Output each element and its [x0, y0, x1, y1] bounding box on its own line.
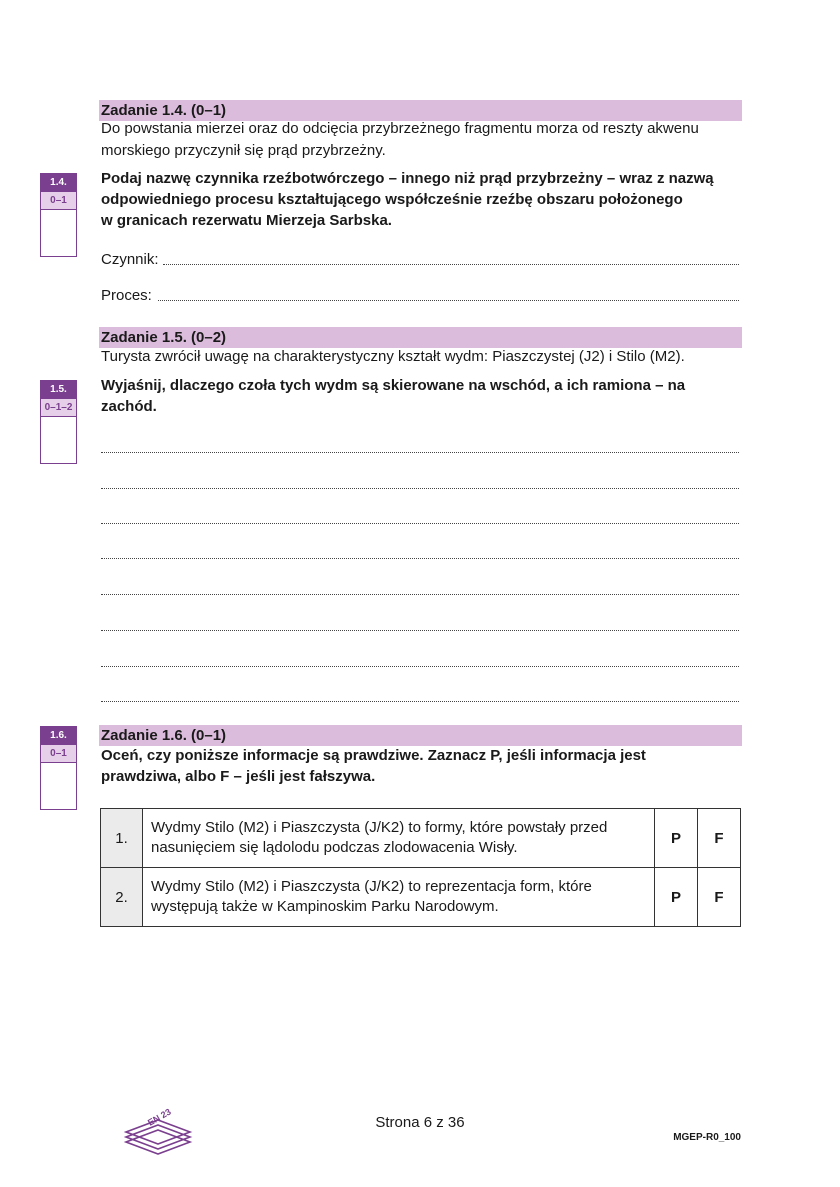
answer-line[interactable] [101, 701, 739, 702]
score-box-number: 1.4. [41, 174, 76, 192]
score-box-points: 0–1–2 [41, 399, 76, 417]
answer-line[interactable] [101, 523, 739, 524]
answer-line[interactable] [101, 630, 739, 631]
task-1-6-question-line1: Oceń, czy poniższe informacje są prawdziwe. Zaznacz P, jeśli informacja jest [101, 747, 646, 764]
true-false-table [100, 808, 741, 927]
factor-answer-line[interactable] [163, 264, 739, 265]
task-1-5-title: Zadanie 1.5. (0–2) [99, 327, 742, 348]
statement-text [143, 809, 655, 868]
task-1-4-intro-line1: Do powstania mierzei oraz do odcięcia przybrzeżnego fragmentu morza od reszty akwenu [101, 120, 699, 137]
task-1-4-question-line1: Podaj nazwę czynnika rzeźbotwórczego – innego niż prąd przybrzeżny – wraz z nazwą [101, 170, 714, 187]
statement-line: Wydmy Stilo (M2) i Piaszczysta (J/K2) to formy, które powstały przed [151, 819, 608, 836]
score-box-number: 1.6. [41, 727, 76, 745]
score-box-1-6[interactable] [40, 726, 77, 810]
option-f[interactable]: F [698, 809, 741, 868]
score-box-1-4[interactable] [40, 173, 77, 257]
page-number: Strona 6 z 36 [375, 1114, 465, 1131]
option-f[interactable]: F [698, 868, 741, 927]
statement-line: występują także w Kampinoskim Parku Narodowym. [151, 898, 499, 915]
task-1-6-title: Zadanie 1.6. (0–1) [99, 725, 742, 746]
task-1-4-title: Zadanie 1.4. (0–1) [99, 100, 742, 121]
task-1-5-question-line1: Wyjaśnij, dlaczego czoła tych wydm są skierowane na wschód, a ich ramiona – na [101, 377, 686, 394]
option-p[interactable]: P [655, 868, 698, 927]
task-1-5-question-line2: zachód. [101, 398, 157, 415]
statement-line: nasunięciem się lądolodu podczas zlodowacenia Wisły. [151, 839, 518, 856]
task-1-4-question-line2: odpowiedniego procesu kształtującego współcześnie rzeźbę obszaru położonego [101, 191, 683, 208]
answer-line[interactable] [101, 452, 739, 453]
answer-line[interactable] [101, 488, 739, 489]
score-box-number: 1.5. [41, 381, 76, 399]
factor-label: Czynnik: [101, 251, 159, 268]
process-answer-line[interactable] [158, 300, 739, 301]
score-box-1-5[interactable] [40, 380, 77, 464]
row-number: 2. [101, 868, 143, 927]
statement-text [143, 868, 655, 927]
score-box-points: 0–1 [41, 192, 76, 210]
score-box-points: 0–1 [41, 745, 76, 763]
option-p[interactable]: P [655, 809, 698, 868]
process-label: Proces: [101, 287, 152, 304]
task-1-6-question-line2: prawdziwa, albo F – jeśli jest fałszywa. [101, 768, 376, 785]
statement-line: Wydmy Stilo (M2) i Piaszczysta (J/K2) to reprezentacja form, które [151, 878, 592, 895]
answer-line[interactable] [101, 558, 739, 559]
exam-code: MGEP-R0_100 [673, 1132, 741, 1143]
answer-line[interactable] [101, 594, 739, 595]
answer-line[interactable] [101, 666, 739, 667]
table-row [101, 868, 741, 927]
logo-text: EN 23 [146, 1106, 173, 1128]
task-1-4-question-line3: w granicach rezerwatu Mierzeja Sarbska. [101, 212, 392, 229]
row-number: 1. [101, 809, 143, 868]
task-1-4-intro-line2: morskiego przyczynił się prąd przybrzeżny. [101, 142, 386, 159]
table-row [101, 809, 741, 868]
task-1-5-intro: Turysta zwrócił uwagę na charakterystyczny kształt wydm: Piaszczystej (J2) i Stilo (M2). [101, 348, 685, 365]
